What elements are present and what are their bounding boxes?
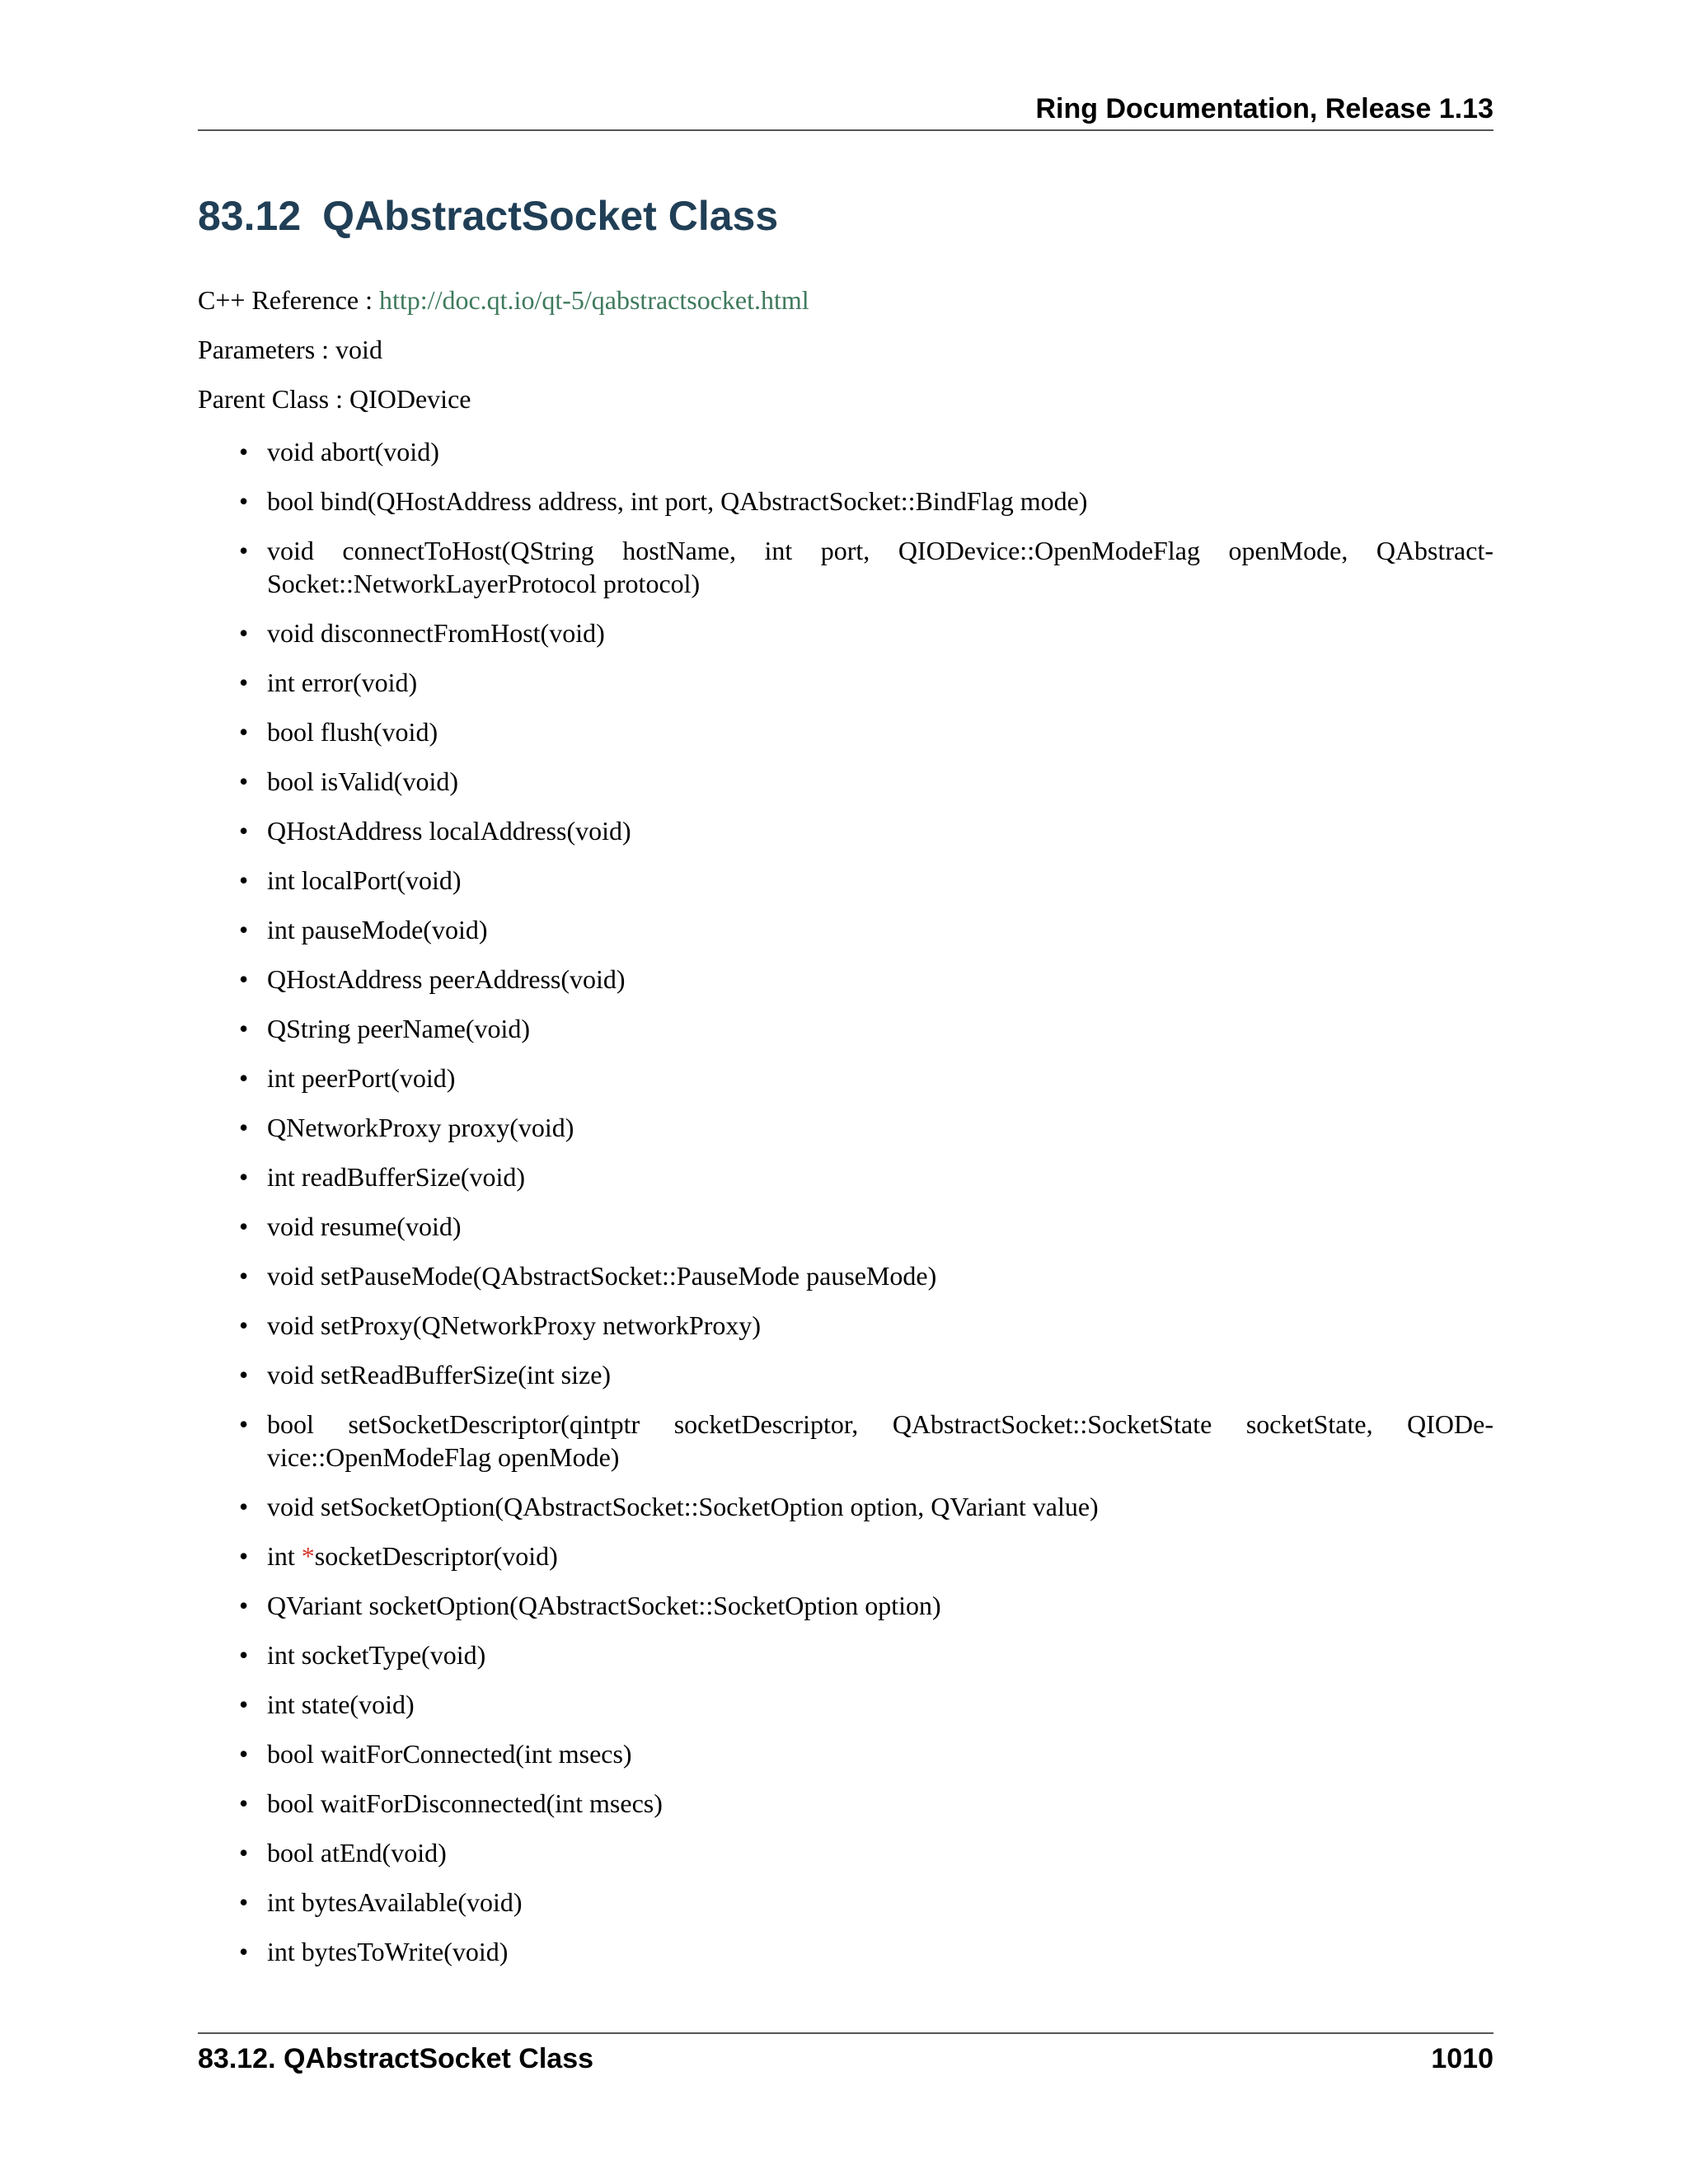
bullet-icon: • bbox=[239, 717, 249, 747]
bullet-icon: • bbox=[239, 1310, 249, 1340]
method-item bbox=[198, 616, 1493, 649]
method-item bbox=[198, 1062, 1493, 1094]
bullet-icon: • bbox=[239, 865, 249, 895]
method-item bbox=[198, 1160, 1493, 1193]
method-item bbox=[198, 1688, 1493, 1721]
bullet-icon: • bbox=[239, 1690, 249, 1719]
bullet-icon: • bbox=[239, 1261, 249, 1291]
document-page bbox=[198, 0, 1493, 2184]
bullet-icon: • bbox=[239, 766, 249, 796]
method-item bbox=[198, 1259, 1493, 1292]
bullet-icon: • bbox=[239, 437, 249, 466]
footer-divider bbox=[198, 2032, 1493, 2034]
bullet-icon: • bbox=[239, 1541, 249, 1571]
method-signature: QVariant socketOption(QAbstractSocket::SocketOption option) bbox=[267, 1591, 941, 1620]
method-signature: bool bind(QHostAddress address, int port, QAbstractSocket::BindFlag mode) bbox=[267, 486, 1088, 516]
method-item bbox=[198, 666, 1493, 699]
running-header: Ring Documentation, Release 1.13 bbox=[1035, 93, 1493, 124]
method-signature: int bytesAvailable(void) bbox=[267, 1887, 523, 1917]
method-item bbox=[198, 485, 1493, 518]
method-signature: void setSocketOption(QAbstractSocket::SocketOption option, QVariant value) bbox=[267, 1492, 1099, 1521]
method-item bbox=[198, 1787, 1493, 1820]
section-number: 83.12 bbox=[198, 193, 302, 239]
page-number: 1010 bbox=[1431, 2043, 1493, 2074]
method-item bbox=[198, 814, 1493, 847]
method-signature: int state(void) bbox=[267, 1690, 415, 1719]
method-item bbox=[198, 963, 1493, 996]
method-item bbox=[198, 1737, 1493, 1770]
bullet-icon: • bbox=[239, 1409, 249, 1439]
method-signature: bool waitForConnected(int msecs) bbox=[267, 1739, 632, 1769]
method-item bbox=[198, 1490, 1493, 1523]
bullet-icon: • bbox=[239, 964, 249, 994]
pointer-asterisk: * bbox=[301, 1541, 315, 1571]
method-signature: int socketType(void) bbox=[267, 1640, 486, 1670]
method-signature: int pauseMode(void) bbox=[267, 915, 488, 944]
method-item bbox=[198, 1638, 1493, 1671]
method-signature: void setPauseMode(QAbstractSocket::PauseMode pauseMode) bbox=[267, 1261, 937, 1291]
method-item bbox=[198, 1309, 1493, 1342]
bullet-icon: • bbox=[239, 1640, 249, 1670]
method-signature: void disconnectFromHost(void) bbox=[267, 618, 605, 648]
parent-class-line: Parent Class : QIODevice bbox=[198, 384, 471, 414]
method-signature: int bytesToWrite(void) bbox=[267, 1937, 509, 1966]
bullet-icon: • bbox=[239, 1212, 249, 1241]
method-signature: bool waitForDisconnected(int msecs) bbox=[267, 1788, 663, 1818]
bullet-icon: • bbox=[239, 1063, 249, 1093]
method-signature: QHostAddress localAddress(void) bbox=[267, 816, 631, 846]
method-signature: QHostAddress peerAddress(void) bbox=[267, 964, 626, 994]
method-signature: int readBufferSize(void) bbox=[267, 1162, 526, 1192]
section-title bbox=[198, 191, 778, 241]
method-signature: void connectToHost(QString hostName, int port, QIODevice::OpenModeFlag openMode, QAbstract-Socket::NetworkLayerProtocol protocol) bbox=[267, 536, 1493, 598]
method-item bbox=[198, 913, 1493, 946]
bullet-icon: • bbox=[239, 816, 249, 846]
method-item bbox=[198, 1540, 1493, 1572]
method-item bbox=[198, 1111, 1493, 1144]
method-item bbox=[198, 1935, 1493, 1968]
method-item bbox=[198, 1012, 1493, 1045]
method-item bbox=[198, 715, 1493, 748]
method-item bbox=[198, 1589, 1493, 1622]
header-divider bbox=[198, 129, 1493, 131]
method-item bbox=[198, 435, 1493, 468]
bullet-icon: • bbox=[239, 1887, 249, 1917]
method-signature: bool isValid(void) bbox=[267, 766, 458, 796]
method-signature: bool flush(void) bbox=[267, 717, 438, 747]
cpp-reference bbox=[198, 284, 809, 316]
bullet-icon: • bbox=[239, 1937, 249, 1966]
bullet-icon: • bbox=[239, 1788, 249, 1818]
method-item bbox=[198, 1886, 1493, 1919]
bullet-icon: • bbox=[239, 1739, 249, 1769]
method-signature: bool atEnd(void) bbox=[267, 1838, 447, 1868]
bullet-icon: • bbox=[239, 1492, 249, 1521]
bullet-icon: • bbox=[239, 1014, 249, 1043]
method-signature: void resume(void) bbox=[267, 1212, 462, 1241]
method-signature: QNetworkProxy proxy(void) bbox=[267, 1113, 574, 1142]
method-signature: void setReadBufferSize(int size) bbox=[267, 1360, 612, 1390]
bullet-icon: • bbox=[239, 1591, 249, 1620]
cpp-reference-label: C++ Reference : bbox=[198, 285, 379, 315]
method-signature: int peerPort(void) bbox=[267, 1063, 456, 1093]
bullet-icon: • bbox=[239, 915, 249, 944]
method-signature: void abort(void) bbox=[267, 437, 439, 466]
method-signature: QString peerName(void) bbox=[267, 1014, 531, 1043]
bullet-icon: • bbox=[239, 1838, 249, 1868]
bullet-icon: • bbox=[239, 486, 249, 516]
method-signature: bool setSocketDescriptor(qintptr socketDescriptor, QAbstractSocket::SocketState socketState, QIODe-vice::OpenModeFlag openMode) bbox=[267, 1409, 1493, 1472]
method-signature: void setProxy(QNetworkProxy networkProxy) bbox=[267, 1310, 762, 1340]
footer-section: 83.12. QAbstractSocket Class bbox=[198, 2043, 594, 2074]
method-item bbox=[198, 1358, 1493, 1391]
bullet-icon: • bbox=[239, 536, 249, 565]
bullet-icon: • bbox=[239, 668, 249, 697]
method-signature: int error(void) bbox=[267, 668, 418, 697]
method-signature: int *socketDescriptor(void) bbox=[267, 1541, 558, 1571]
cpp-reference-link[interactable]: http://doc.qt.io/qt-5/qabstractsocket.html bbox=[379, 285, 809, 315]
method-list bbox=[198, 435, 1493, 1985]
parameters-line: Parameters : void bbox=[198, 335, 382, 364]
method-item bbox=[198, 1836, 1493, 1869]
section-name: QAbstractSocket Class bbox=[322, 193, 779, 239]
method-item bbox=[198, 1210, 1493, 1243]
method-item bbox=[198, 534, 1493, 600]
method-signature: int localPort(void) bbox=[267, 865, 462, 895]
bullet-icon: • bbox=[239, 1113, 249, 1142]
method-item bbox=[198, 1408, 1493, 1474]
method-item bbox=[198, 765, 1493, 798]
method-item bbox=[198, 864, 1493, 897]
bullet-icon: • bbox=[239, 1360, 249, 1390]
bullet-icon: • bbox=[239, 1162, 249, 1192]
bullet-icon: • bbox=[239, 618, 249, 648]
